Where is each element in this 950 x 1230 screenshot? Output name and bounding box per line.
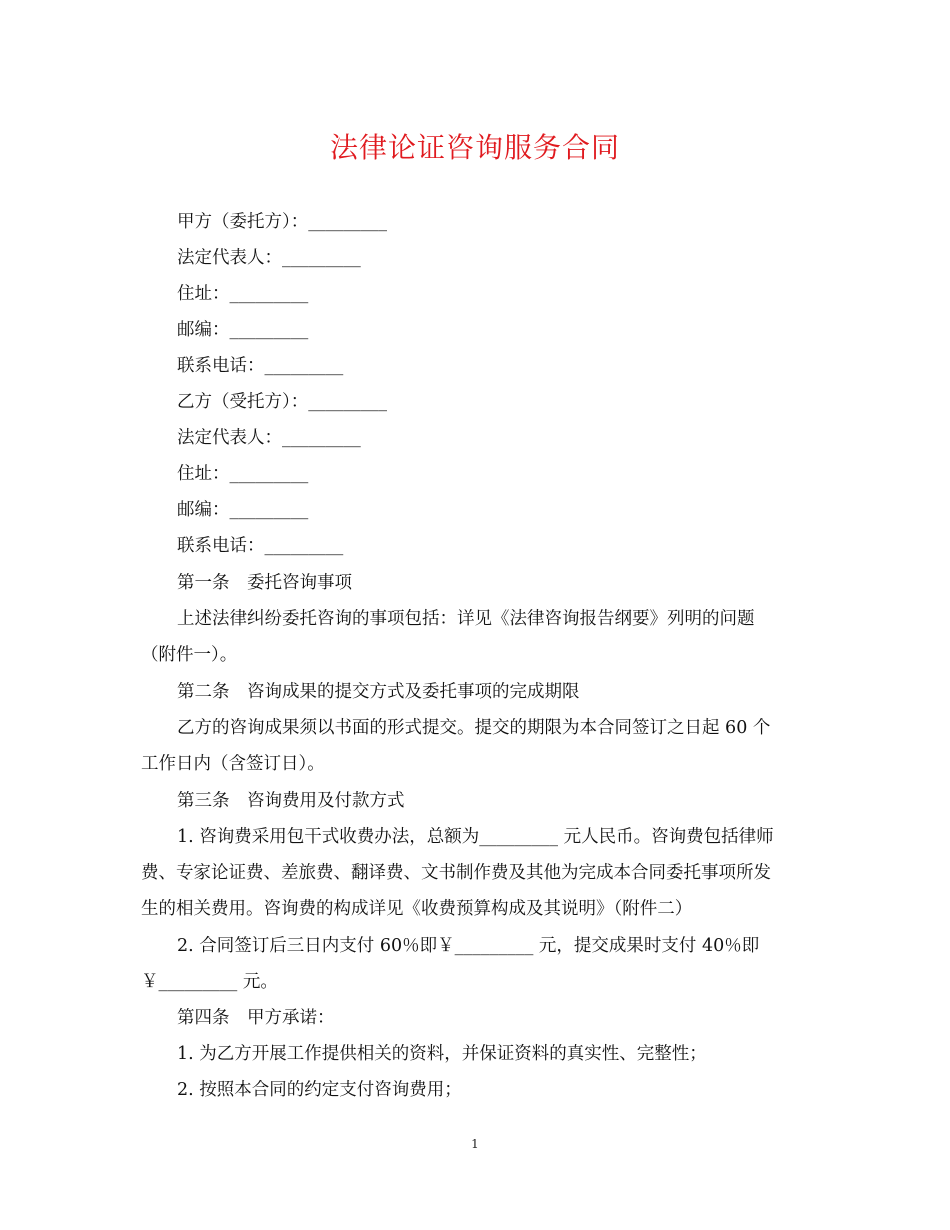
article-3-item-2-line-2: ￥_________ 元。 [141,972,278,992]
article-2-text-line-1: 乙方的咨询成果须以书面的形式提交。提交的期限为本合同签订之日起 60 个 [177,718,771,738]
article-3-item-1-line-3: 生的相关费用。咨询费的构成详见《收费预算构成及其说明》（附件二） [141,899,693,919]
party-b-representative: 法定代表人：_________ [177,428,361,448]
article-3-item-1-line-1: 1. 咨询费采用包干式收费办法，总额为_________ 元人民币。咨询费包括律师 [177,827,774,847]
article-2-text-line-2: 工作日内（含签订日）。 [141,754,325,774]
article-3-heading: 第三条 咨询费用及付款方式 [177,791,405,811]
party-a-postcode: 邮编：_________ [177,320,309,340]
article-1-heading: 第一条 委托咨询事项 [177,573,352,593]
party-b-postcode: 邮编：_________ [177,500,309,520]
article-4-item-2: 2. 按照本合同的约定支付咨询费用； [177,1080,462,1100]
party-b-address: 住址：_________ [177,464,309,484]
article-4-heading: 第四条 甲方承诺： [177,1008,335,1028]
article-3-item-2-line-1: 2. 合同签订后三日内支付 60％即￥_________ 元，提交成果时支付 40％即 [177,936,760,956]
party-b-name: 乙方（受托方）：_________ [177,392,387,412]
article-1-text-line-2: （附件一）。 [141,645,238,665]
party-a-representative: 法定代表人：_________ [177,248,361,268]
article-3-item-1-line-2: 费、专家论证费、差旅费、翻译费、文书制作费及其他为完成本合同委托事项所发 [141,863,771,883]
article-1-text-line-1: 上述法律纠纷委托咨询的事项包括：详见《法律咨询报告纲要》列明的问题 [177,609,755,629]
party-a-name: 甲方（委托方）：_________ [177,212,387,232]
page-number: 1 [471,1137,479,1151]
document-title: 法律论证咨询服务合同 [329,131,620,164]
party-b-phone: 联系电话：_________ [177,536,344,556]
article-4-item-1: 1. 为乙方开展工作提供相关的资料，并保证资料的真实性、完整性； [177,1044,707,1064]
article-2-heading: 第二条 咨询成果的提交方式及委托事项的完成期限 [177,682,580,702]
party-a-phone: 联系电话：_________ [177,356,344,376]
party-a-address: 住址：_________ [177,284,309,304]
